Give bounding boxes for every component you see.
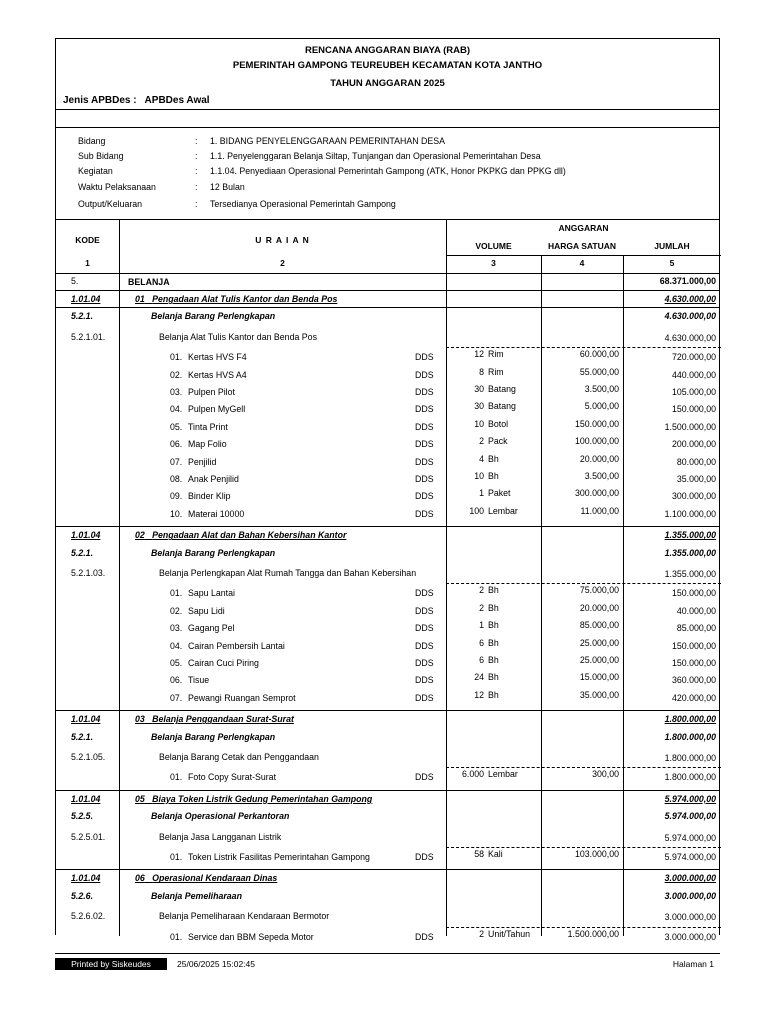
item-jumlah: 80.000,00 xyxy=(676,456,716,467)
sub-kode: 5.2.1.05. xyxy=(71,752,106,762)
item-jumlah: 40.000,00 xyxy=(676,605,716,616)
info-label: Waktu Pelaksanaan xyxy=(78,182,156,192)
rek-jumlah: 3.000.000,00 xyxy=(664,890,716,901)
rek-kode: 5.2.6. xyxy=(71,890,94,901)
item-harga: 55.000,00 xyxy=(579,366,619,377)
sub-label: Belanja Alat Tulis Kantor dan Benda Pos xyxy=(159,331,317,342)
col-kode: KODE xyxy=(75,235,100,245)
rek-jumlah: 4.630.000,00 xyxy=(664,311,716,322)
item-no: 04. xyxy=(170,640,183,651)
item-name: Tisue xyxy=(188,675,210,686)
item-source: DDS xyxy=(415,623,434,634)
item-source: DDS xyxy=(415,421,434,432)
sub-jumlah: 5.974.000,00 xyxy=(664,832,716,843)
divider xyxy=(56,273,719,274)
item-qty: 6.000 xyxy=(461,769,484,780)
item-harga: 20.000,00 xyxy=(579,453,619,464)
rek-label: Belanja Barang Perlengkapan xyxy=(151,311,276,322)
info-colon: : xyxy=(195,136,198,146)
section-jumlah: 3.000.000,00 xyxy=(664,873,716,884)
info-label: Output/Keluaran xyxy=(78,199,143,209)
sub-kode: 5.2.5.01. xyxy=(71,831,106,842)
item-harga: 150.000,00 xyxy=(574,418,619,429)
rek-kode: 5.2.1. xyxy=(71,311,94,322)
item-qty: 6 xyxy=(479,655,484,665)
column-line xyxy=(623,255,624,936)
item-name: Penjilid xyxy=(188,456,217,467)
belanja-jumlah: 68.371.000,00 xyxy=(659,276,716,286)
sub-label: Belanja Jasa Langganan Listrik xyxy=(159,831,282,842)
sub-kode: 5.2.6.02. xyxy=(71,911,106,922)
info-colon: : xyxy=(195,182,198,192)
section-divider xyxy=(56,869,719,870)
item-jumlah: 85.000,00 xyxy=(676,623,716,634)
item-no: 01. xyxy=(170,352,183,363)
item-source: DDS xyxy=(415,474,434,484)
item-name: Pewangi Ruangan Semprot xyxy=(188,692,296,703)
item-qty: 2 xyxy=(479,928,484,939)
info-label: Sub Bidang xyxy=(78,151,124,161)
section-name: Pengadaan Alat dan Bahan Kebersihan Kantor xyxy=(152,530,347,541)
item-name: Sapu Lantai xyxy=(188,588,235,599)
item-qty: 10 xyxy=(474,418,484,429)
column-line xyxy=(119,219,120,936)
item-jumlah: 150.000,00 xyxy=(671,640,716,651)
item-qty: 58 xyxy=(474,849,484,859)
print-date: 25/06/2025 15:02:45 xyxy=(177,959,255,969)
item-jumlah: 150.000,00 xyxy=(671,404,716,415)
item-qty: 12 xyxy=(474,689,484,700)
section-jumlah: 5.974.000,00 xyxy=(664,793,716,804)
item-unit: Bh xyxy=(488,672,499,683)
item-harga: 300.000,00 xyxy=(574,488,619,499)
divider xyxy=(56,219,719,220)
item-qty: 1 xyxy=(479,488,484,499)
item-no: 02. xyxy=(170,369,183,380)
sub-jumlah: 1.800.000,00 xyxy=(664,753,716,763)
section-no: 02 xyxy=(135,530,145,541)
sub-kode: 5.2.1.03. xyxy=(71,568,106,578)
item-source: DDS xyxy=(415,658,434,668)
item-name: Token Listrik Fasilitas Pemerintahan Gampong xyxy=(188,852,370,862)
section-jumlah: 1.800.000,00 xyxy=(664,714,716,725)
item-name: Sapu Lidi xyxy=(188,605,225,616)
item-no: 02. xyxy=(170,605,183,616)
jenis-value: APBDes Awal xyxy=(144,95,210,106)
item-unit: Kali xyxy=(488,849,503,859)
item-jumlah: 200.000,00 xyxy=(671,439,716,450)
rek-kode: 5.2.5. xyxy=(71,811,94,822)
item-harga: 103.000,00 xyxy=(574,849,619,859)
item-qty: 12 xyxy=(474,349,484,360)
item-jumlah: 3.000.000,00 xyxy=(664,931,716,942)
belanja-kode: 5. xyxy=(71,276,79,286)
item-name: Map Folio xyxy=(188,439,227,450)
item-harga: 25.000,00 xyxy=(579,655,619,665)
section-no: 03 xyxy=(135,714,145,725)
sub-label: Belanja Pemeliharaan Kendaraan Bermotor xyxy=(159,911,330,922)
printed-by: Printed by Siskeudes xyxy=(55,958,167,970)
item-no: 10. xyxy=(170,508,183,519)
item-qty: 30 xyxy=(474,384,484,394)
item-no: 09. xyxy=(170,491,183,502)
divider xyxy=(56,127,719,128)
item-no: 01. xyxy=(170,931,183,942)
item-no: 03. xyxy=(170,387,183,397)
divider xyxy=(56,109,719,110)
item-source: DDS xyxy=(415,772,434,783)
item-jumlah: 150.000,00 xyxy=(671,658,716,668)
col-harga: HARGA SATUAN xyxy=(548,241,616,251)
item-source: DDS xyxy=(415,352,434,363)
sub-jumlah: 4.630.000,00 xyxy=(664,332,716,343)
item-unit: Batang xyxy=(488,401,516,412)
item-jumlah: 1.800.000,00 xyxy=(664,772,716,783)
item-no: 05. xyxy=(170,658,183,668)
col-anggaran: ANGGARAN xyxy=(558,223,609,233)
item-qty: 8 xyxy=(479,366,484,377)
item-no: 08. xyxy=(170,474,183,484)
item-harga: 15.000,00 xyxy=(579,672,619,683)
item-source: DDS xyxy=(415,692,434,703)
item-unit: Unit/Tahun xyxy=(488,928,531,939)
item-no: 01. xyxy=(170,588,183,599)
item-jumlah: 420.000,00 xyxy=(671,692,716,703)
section-no: 06 xyxy=(135,873,145,884)
col-number: 4 xyxy=(579,258,585,268)
divider xyxy=(56,307,719,308)
item-harga: 60.000,00 xyxy=(579,349,619,360)
section-title xyxy=(135,713,294,725)
section-jumlah: 4.630.000,00 xyxy=(664,294,716,304)
sub-label: Belanja Perlengkapan Alat Rumah Tangga dan Bahan Kebersihan xyxy=(159,568,417,578)
sub-jumlah: 1.355.000,00 xyxy=(664,569,716,579)
section-divider xyxy=(56,790,719,791)
item-jumlah: 35.000,00 xyxy=(676,474,716,484)
item-name: Foto Copy Surat-Surat xyxy=(188,772,277,783)
item-no: 04. xyxy=(170,404,183,415)
info-label: Kegiatan xyxy=(78,166,113,176)
item-no: 07. xyxy=(170,456,183,467)
info-value: 1.1. Penyelenggaran Belanja Siltap, Tunjangan dan Operasional Pemerintahan Desa xyxy=(210,151,541,161)
item-unit: Bh xyxy=(488,453,499,464)
item-unit: Pack xyxy=(488,436,508,447)
item-unit: Lembar xyxy=(488,769,518,780)
item-unit: Lembar xyxy=(488,505,518,516)
item-jumlah: 150.000,00 xyxy=(671,588,716,599)
doc-subtitle: PEMERINTAH GAMPONG TEUREUBEH KECAMATAN KOTA JANTHO xyxy=(232,60,543,71)
column-line xyxy=(446,219,447,936)
item-jumlah: 720.000,00 xyxy=(671,352,716,363)
section-name: Pengadaan Alat Tulis Kantor dan Benda Pos xyxy=(152,294,338,304)
item-unit: Rim xyxy=(488,349,504,360)
item-source: DDS xyxy=(415,369,434,380)
rek-jumlah: 5.974.000,00 xyxy=(664,811,716,822)
rek-label: Belanja Barang Perlengkapan xyxy=(151,547,276,558)
item-source: DDS xyxy=(415,387,434,397)
item-harga: 85.000,00 xyxy=(579,620,619,631)
item-no: 01. xyxy=(170,772,183,783)
item-source: DDS xyxy=(415,508,434,519)
item-qty: 2 xyxy=(479,602,484,613)
item-harga: 35.000,00 xyxy=(579,689,619,700)
item-harga: 3.500,00 xyxy=(584,471,619,481)
section-title xyxy=(135,529,346,541)
item-jumlah: 1.100.000,00 xyxy=(664,508,716,519)
section-divider xyxy=(56,710,719,711)
item-jumlah: 360.000,00 xyxy=(671,675,716,686)
doc-title: RENCANA ANGGARAN BIAYA (RAB) xyxy=(304,45,471,56)
sub-label: Belanja Barang Cetak dan Penggandaan xyxy=(159,752,319,762)
section-name: Operasional Kendaraan Dinas xyxy=(152,873,278,884)
item-source: DDS xyxy=(415,491,434,502)
section-name: Belanja Penggandaan Surat-Surat xyxy=(152,714,294,725)
rek-label: Belanja Operasional Perkantoran xyxy=(151,811,290,822)
jenis-label: Jenis APBDes : xyxy=(63,95,137,106)
item-name: Gagang Pel xyxy=(188,623,235,634)
item-name: Kertas HVS A4 xyxy=(188,369,247,380)
info-value: 12 Bulan xyxy=(210,182,245,192)
item-name: Anak Penjilid xyxy=(188,474,239,484)
rek-jumlah: 1.800.000,00 xyxy=(664,731,716,742)
item-source: DDS xyxy=(415,439,434,450)
item-harga: 75.000,00 xyxy=(579,585,619,596)
page-number: Halaman 1 xyxy=(672,959,714,969)
section-kode: 1.01.04 xyxy=(71,714,101,725)
info-colon: : xyxy=(195,199,198,209)
item-source: DDS xyxy=(415,675,434,686)
sub-jumlah: 3.000.000,00 xyxy=(664,912,716,923)
col-number: 2 xyxy=(280,258,285,268)
section-kode: 1.01.04 xyxy=(71,793,101,804)
item-harga: 3.500,00 xyxy=(584,384,619,394)
item-qty: 10 xyxy=(474,471,484,481)
item-no: 06. xyxy=(170,439,183,450)
section-no: 01 xyxy=(135,294,145,304)
item-harga: 300,00 xyxy=(592,769,619,780)
item-source: DDS xyxy=(415,456,434,467)
item-jumlah: 1.500.000,00 xyxy=(664,421,716,432)
rek-jumlah: 1.355.000,00 xyxy=(664,547,716,558)
col-volume: VOLUME xyxy=(475,241,512,251)
item-qty: 30 xyxy=(474,401,484,412)
item-no: 01. xyxy=(170,852,183,862)
item-unit: Bh xyxy=(488,655,499,665)
item-name: Cairan Cuci Piring xyxy=(188,658,259,668)
item-name: Binder Klip xyxy=(188,491,231,502)
item-name: Tinta Print xyxy=(188,421,228,432)
item-harga: 25.000,00 xyxy=(579,637,619,648)
doc-year: TAHUN ANGGARAN 2025 xyxy=(330,78,445,89)
section-title xyxy=(135,293,337,305)
item-qty: 24 xyxy=(474,672,484,683)
info-colon: : xyxy=(195,166,198,176)
item-qty: 2 xyxy=(479,436,484,447)
item-no: 05. xyxy=(170,421,183,432)
sub-kode: 5.2.1.01. xyxy=(71,331,106,342)
item-unit: Botol xyxy=(488,418,509,429)
item-name: Cairan Pembersih Lantai xyxy=(188,640,285,651)
item-unit: Bh xyxy=(488,620,499,631)
section-name: Biaya Token Listrik Gedung Pemerintahan Gampong xyxy=(152,793,373,804)
col-number: 5 xyxy=(669,258,675,268)
item-qty: 100 xyxy=(469,505,484,516)
item-name: Pulpen Pilot xyxy=(188,387,235,397)
item-unit: Rim xyxy=(488,366,504,377)
rek-kode: 5.2.1. xyxy=(71,547,94,558)
item-harga: 1.500.000,00 xyxy=(567,928,619,939)
section-jumlah: 1.355.000,00 xyxy=(664,530,716,541)
item-no: 07. xyxy=(170,692,183,703)
rek-label: Belanja Barang Perlengkapan xyxy=(151,731,276,742)
info-value: 1.1.04. Penyediaan Operasional Pemerintah Gampong (ATK, Honor PKPKG dan PPKG dll) xyxy=(210,166,566,176)
jenis-apbdes xyxy=(63,95,210,106)
item-source: DDS xyxy=(415,640,434,651)
col-number: 1 xyxy=(85,258,90,268)
item-unit: Bh xyxy=(488,689,499,700)
item-source: DDS xyxy=(415,404,434,415)
item-unit: Paket xyxy=(488,488,511,499)
section-no: 05 xyxy=(135,793,145,804)
section-kode: 1.01.04 xyxy=(71,530,101,541)
section-title xyxy=(135,793,372,805)
section-title xyxy=(135,872,277,884)
section-kode: 1.01.04 xyxy=(71,294,101,304)
item-source: DDS xyxy=(415,605,434,616)
rek-label: Belanja Pemeliharaan xyxy=(151,890,242,901)
section-kode: 1.01.04 xyxy=(71,873,101,884)
item-qty: 1 xyxy=(479,620,484,631)
item-source: DDS xyxy=(415,852,434,862)
info-label: Bidang xyxy=(78,136,106,146)
divider xyxy=(446,255,721,256)
divider xyxy=(56,290,719,291)
footer-line xyxy=(55,953,720,954)
item-source: DDS xyxy=(415,588,434,599)
item-jumlah: 5.974.000,00 xyxy=(664,852,716,862)
item-harga: 100.000,00 xyxy=(574,436,619,447)
item-harga: 20.000,00 xyxy=(579,602,619,613)
item-qty: 2 xyxy=(479,585,484,596)
item-harga: 5.000,00 xyxy=(584,401,619,412)
section-divider xyxy=(56,526,719,527)
item-jumlah: 300.000,00 xyxy=(671,491,716,502)
item-unit: Bh xyxy=(488,602,499,613)
rek-kode: 5.2.1. xyxy=(71,731,94,742)
item-unit: Bh xyxy=(488,585,499,596)
col-number: 3 xyxy=(491,258,496,268)
item-name: Kertas HVS F4 xyxy=(188,352,247,363)
info-value: Tersedianya Operasional Pemerintah Gampong xyxy=(210,199,396,209)
item-jumlah: 105.000,00 xyxy=(671,387,716,397)
col-jumlah: JUMLAH xyxy=(654,241,690,251)
item-harga: 11.000,00 xyxy=(580,505,619,516)
item-jumlah: 440.000,00 xyxy=(671,369,716,380)
col-uraian: U R A I A N xyxy=(255,235,310,245)
info-value: 1. BIDANG PENYELENGGARAAN PEMERINTAHAN DESA xyxy=(210,136,445,146)
item-qty: 4 xyxy=(479,453,484,464)
belanja-label: BELANJA xyxy=(128,277,170,287)
rab-document xyxy=(55,38,720,942)
item-unit: Bh xyxy=(488,471,499,481)
item-qty: 6 xyxy=(479,637,484,648)
item-unit: Batang xyxy=(488,384,516,394)
item-source: DDS xyxy=(415,931,434,942)
info-colon: : xyxy=(195,151,198,161)
item-unit: Bh xyxy=(488,637,499,648)
item-name: Service dan BBM Sepeda Motor xyxy=(188,931,314,942)
item-no: 06. xyxy=(170,675,183,686)
item-name: Materai 10000 xyxy=(188,508,245,519)
item-no: 03. xyxy=(170,623,183,634)
item-name: Pulpen MyGell xyxy=(188,404,246,415)
